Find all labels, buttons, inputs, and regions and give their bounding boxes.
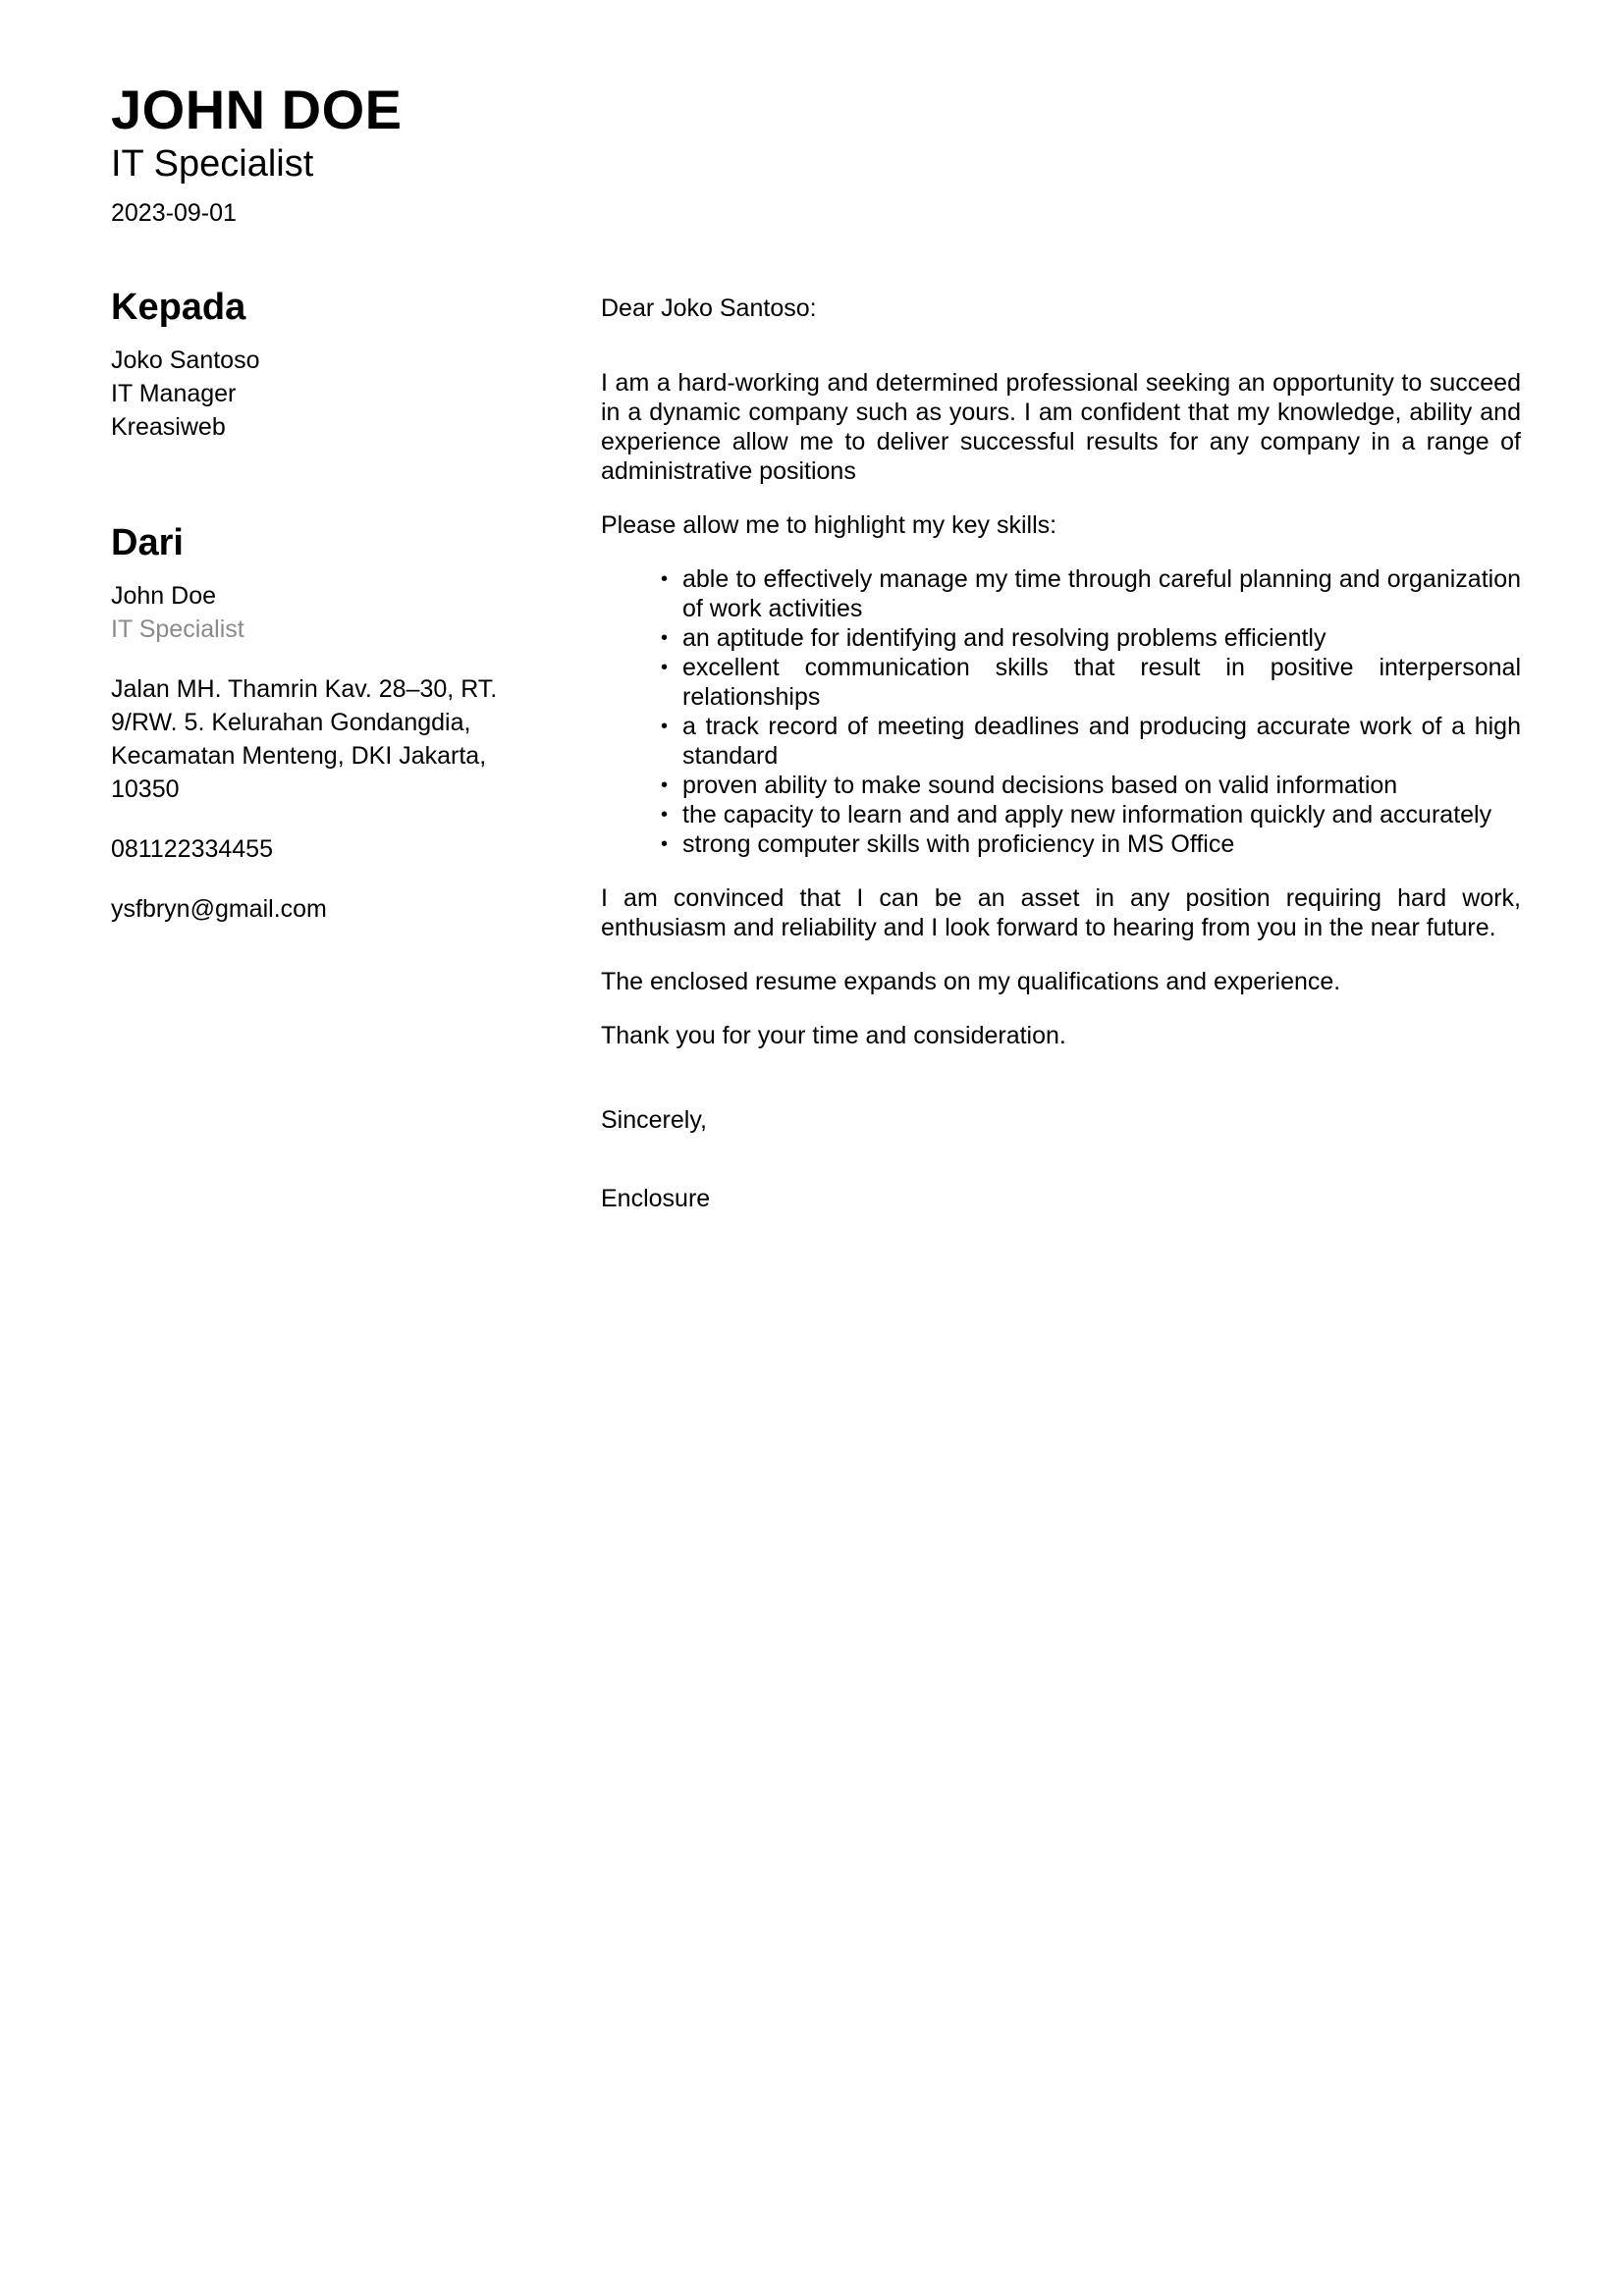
letter-intro-paragraph: I am a hard-working and determined professional seeking an opportunity to succeed in a dynamic company such as yours. I am confident that my knowledge, ability and experience allow me to deliver successful results for any company in a range of administrative positions <box>601 369 1521 485</box>
list-item: • strong computer skills with proficiency in MS Office <box>661 830 1235 858</box>
letter-salutation: Dear Joko Santoso: <box>601 294 817 322</box>
list-item: • an aptitude for identifying and resolving problems efficiently <box>661 624 1326 652</box>
sender-email: ysfbryn@gmail.com <box>111 895 327 923</box>
sender-heading: Dari <box>111 522 184 563</box>
sender-name: John Doe <box>111 582 217 610</box>
contact-column <box>111 285 523 926</box>
list-item: • able to effectively manage my time through careful planning and organization of work activities <box>661 565 1521 622</box>
list-item: • a track record of meeting deadlines and producing accurate work of a high standard <box>661 713 1521 770</box>
sender-name-heading: JOHN DOE <box>111 79 403 140</box>
sender-section <box>111 520 523 926</box>
letter-closing: Sincerely, <box>601 1106 707 1134</box>
letter-conviction-paragraph: I am convinced that I can be an asset in any position requiring hard work, enthusiasm and reliability and I look forward to hearing from you in the near future. <box>601 884 1521 941</box>
letter-body <box>601 294 1521 1238</box>
recipient-position: IT Manager <box>111 380 237 407</box>
sender-job-title: IT Specialist <box>111 143 314 185</box>
list-item: • the capacity to learn and and apply new information quickly and accurately <box>661 801 1492 828</box>
skills-intro: Please allow me to highlight my key skills: <box>601 511 1057 539</box>
sender-address: Jalan MH. Thamrin Kav. 28–30, RT. 9/RW. 5. Kelurahan Gondangdia, Kecamatan Menteng, DKI Jakarta, 10350 <box>111 675 498 803</box>
recipient-section <box>111 285 523 444</box>
recipient-company: Kreasiweb <box>111 413 226 441</box>
recipient-heading: Kepada <box>111 287 246 328</box>
letter-enclosure: Enclosure <box>601 1185 711 1212</box>
sender-phone: 081122334455 <box>111 835 273 863</box>
letter-header <box>111 77 403 228</box>
letter-thanks: Thank you for your time and consideration. <box>601 1022 1066 1049</box>
recipient-name: Joko Santoso <box>111 347 260 374</box>
skills-list <box>601 564 1521 859</box>
letter-date: 2023-09-01 <box>111 199 237 227</box>
letter-resume-note: The enclosed resume expands on my qualifications and experience. <box>601 968 1341 995</box>
list-item: • excellent communication skills that result in positive interpersonal relationships <box>661 654 1521 711</box>
sender-title: IT Specialist <box>111 615 244 643</box>
list-item: • proven ability to make sound decisions based on valid information <box>661 772 1398 799</box>
